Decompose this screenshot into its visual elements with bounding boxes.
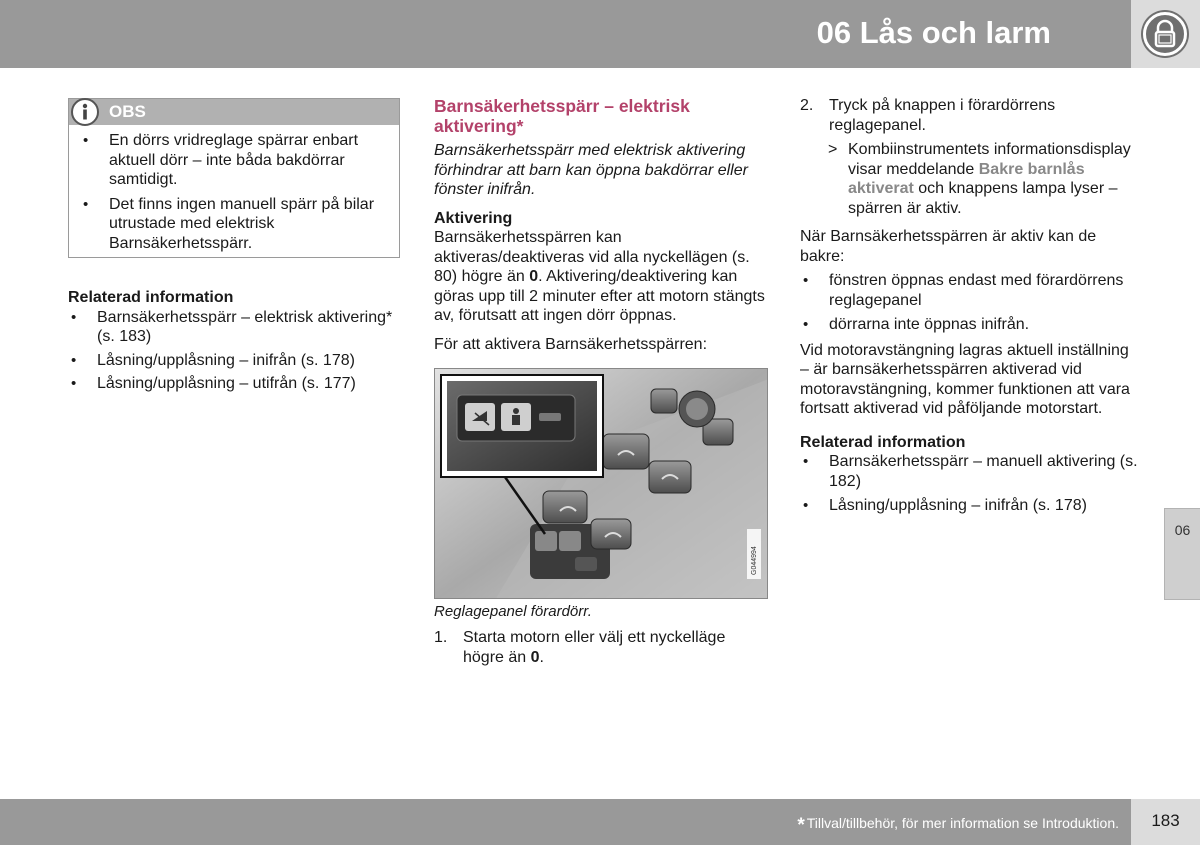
result-arrow: > bbox=[828, 141, 838, 158]
step-item: 1. Starta motorn eller välj ett nyckelläge högre än 0. bbox=[434, 629, 726, 666]
section-title: Barnsäkerhetsspärr – elektrisk aktivering* bbox=[434, 96, 690, 136]
lock-icon bbox=[1143, 12, 1187, 56]
chapter-icon-box bbox=[1131, 0, 1200, 68]
related-list bbox=[800, 452, 1140, 516]
list-item: • En dörrs vridreglage spärrar enbart aktuell dörr – inte båda bakdörrar samtidigt. bbox=[80, 131, 392, 190]
related-heading: Relaterad information bbox=[68, 289, 234, 306]
activation-heading: Aktivering bbox=[434, 209, 513, 227]
related-list bbox=[68, 308, 403, 394]
footer-note: * Tillval/tillbehör, för mer information se Introduktion. bbox=[797, 815, 1119, 836]
to-activate-text: För att aktivera Barnsäkerhetsspärren: bbox=[434, 335, 708, 353]
display-message: Bakre barnlås aktiverat bbox=[848, 160, 1085, 197]
page-number: 183 bbox=[1151, 811, 1180, 830]
main-section bbox=[434, 96, 774, 354]
chapter-side-tab[interactable]: 06 bbox=[1164, 508, 1200, 600]
list-item: • Det finns ingen manuell spärr på bilar utrustade med elektrisk Barnsäkerhetsspärr. bbox=[80, 195, 392, 254]
figure-code: G044994 bbox=[751, 546, 758, 575]
steps-first bbox=[434, 628, 769, 667]
step-item: 2. Tryck på knappen i förardörrens reglagepanel. bbox=[800, 97, 1056, 134]
related-heading: Relaterad information bbox=[800, 433, 966, 451]
related-link[interactable]: • Barnsäkerhetsspärr – elektrisk aktivering* (s. 183) bbox=[68, 308, 403, 347]
list-item: • fönstren öppnas endast med förardörrens reglagepanel bbox=[800, 271, 1140, 310]
obs-list bbox=[80, 131, 392, 258]
related-link[interactable]: • Barnsäkerhetsspärr – manuell aktivering (s. 182) bbox=[800, 452, 1140, 491]
obs-header bbox=[69, 99, 399, 125]
page-number-box bbox=[1131, 799, 1200, 845]
figure-caption: Reglagepanel förardörr. bbox=[434, 603, 592, 620]
related-link[interactable]: • Låsning/upplåsning – inifrån (s. 178) bbox=[800, 496, 1140, 516]
info-icon bbox=[71, 98, 99, 126]
activation-text: Barnsäkerhetsspärren kan aktiveras/deaktiveras vid alla nyckellägen (s. 80) högre än 0. Aktivering/deaktivering kan göras upp till 2 minuter efter att motorn stängts av, förutsatt att ingen dörr öppnas. bbox=[434, 229, 765, 324]
list-item: • dörrarna inte öppnas inifrån. bbox=[800, 315, 1140, 335]
door-control-panel-image bbox=[434, 368, 768, 599]
related-link[interactable]: • Låsning/upplåsning – utifrån (s. 177) bbox=[68, 374, 403, 394]
obs-label: OBS bbox=[109, 102, 146, 121]
restriction-list bbox=[800, 271, 1140, 335]
when-active-text: När Barnsäkerhetsspärren är aktiv kan de bakre: bbox=[800, 228, 1097, 265]
step-result: > Kombiinstrumentets informationsdisplay visar meddelande Bakre barnlås aktiverat och knappens lampa lyser – spärren är aktiv. bbox=[828, 141, 1131, 217]
obs-note-box bbox=[68, 98, 400, 258]
related-info-left bbox=[68, 288, 403, 398]
header-bar bbox=[0, 0, 1131, 68]
footer-bar bbox=[0, 799, 1131, 845]
related-link[interactable]: • Låsning/upplåsning – inifrån (s. 178) bbox=[68, 351, 403, 371]
right-column bbox=[800, 96, 1140, 516]
engine-off-text: Vid motoravstängning lagras aktuell inställning – är barnsäkerhetsspärren aktiverad vid motoravstängning, kommer funktionen att vara fortsatt aktiverad vid påföljande motorstart. bbox=[800, 341, 1130, 417]
section-intro: Barnsäkerhetsspärr med elektrisk aktivering förhindrar att barn kan öppna bakdörrar eller fönster inifrån. bbox=[434, 142, 748, 198]
chapter-title: 06 Lås och larm bbox=[816, 15, 1051, 50]
